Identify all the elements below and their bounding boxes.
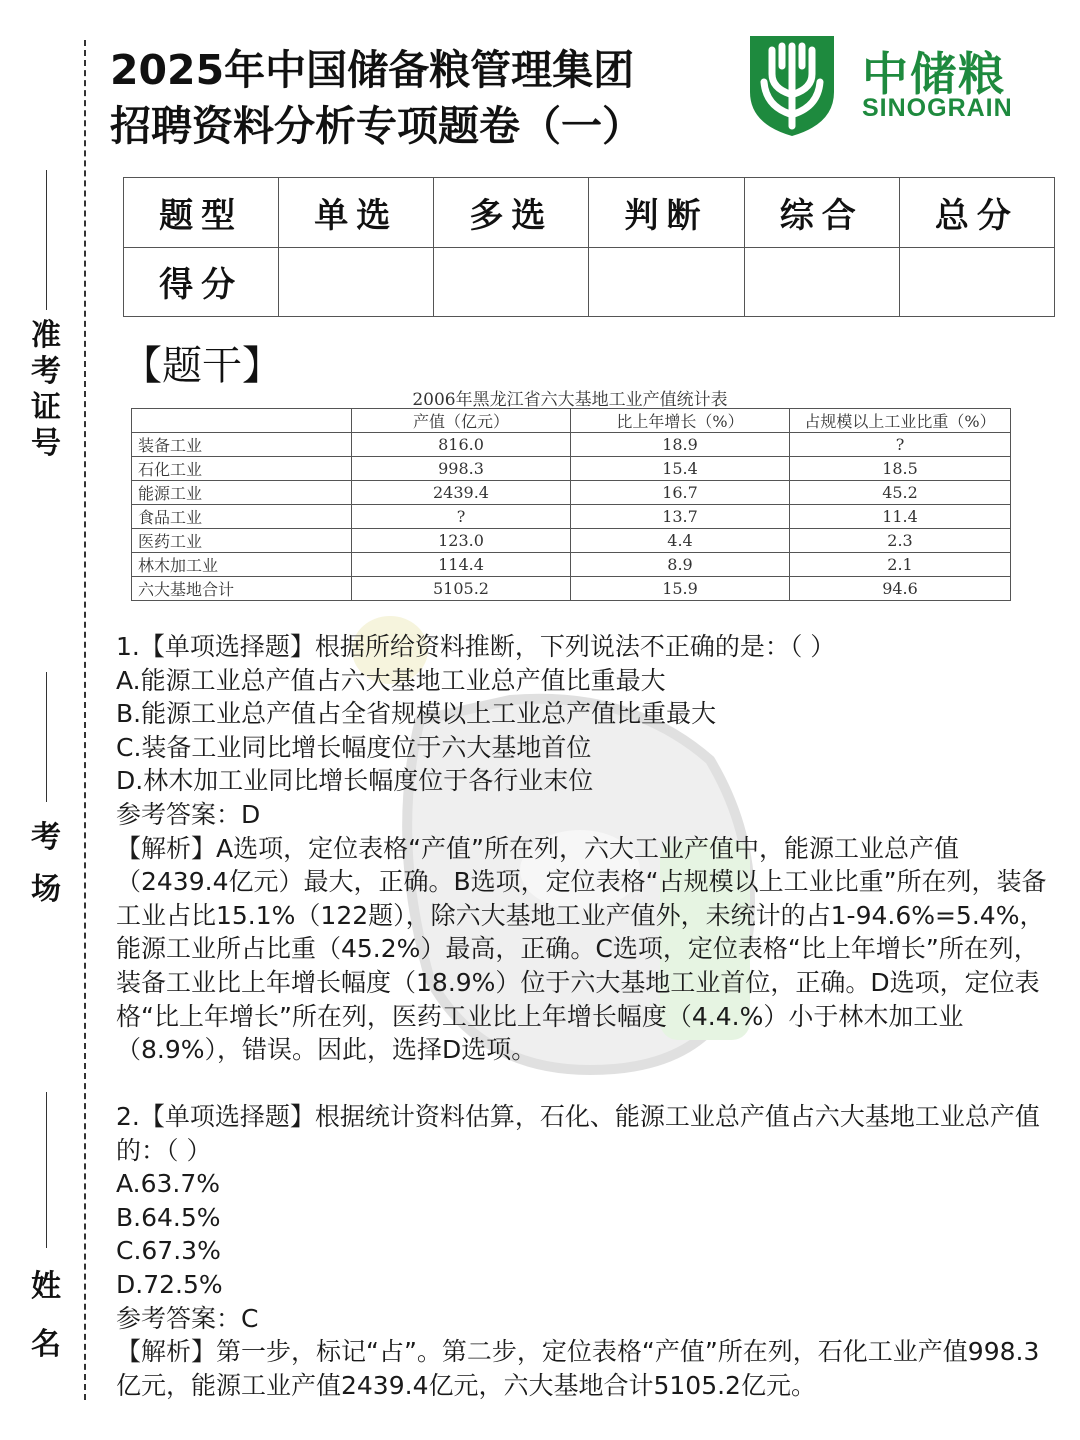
stats-header-cell: 比上年增长（%） bbox=[571, 409, 790, 433]
analysis-text: 【解析】A选项，定位表格“产值”所在列，六大工业产值中，能源工业总产值（2439.4亿元）最大，正确。B选项，定位表格“占规模以上工业比重”所在列，装备工业占比15.1%（122题），除六大基地工业产值外，未统计的占1-94.6%=5.4%，能源工业所占比重（45.2%）最高，正确。C选项，定位表格“比上年增长”所在列，装备工业比上年增长幅度（18.9%）位于六大基地工业首位，正确。D选项，定位表格“比上年增长”所在列，医药工业比上年增长幅度（4.4.%）小于林木加工业（8.9%），错误。因此，选择D选项。 bbox=[116, 833, 1047, 1065]
industry-name: 林木加工业 bbox=[132, 553, 352, 577]
table-row bbox=[132, 457, 1011, 481]
score-table-score-row bbox=[124, 247, 1055, 317]
score-table-header-row bbox=[124, 178, 1055, 248]
option-c: C.装备工业同比增长幅度位于六大基地首位 bbox=[116, 732, 592, 762]
output-value: 123.0 bbox=[352, 529, 571, 553]
score-row-label: 得分 bbox=[124, 247, 279, 317]
industry-name: 医药工业 bbox=[132, 529, 352, 553]
growth-rate: 13.7 bbox=[571, 505, 790, 529]
industry-name: 装备工业 bbox=[132, 433, 352, 457]
industry-name: 石化工业 bbox=[132, 457, 352, 481]
stats-header-cell: 产值（亿元） bbox=[352, 409, 571, 433]
output-value: ? bbox=[352, 505, 571, 529]
table-row bbox=[132, 553, 1011, 577]
industry-name: 食品工业 bbox=[132, 505, 352, 529]
reference-answer: 参考答案：C bbox=[116, 1303, 259, 1333]
score-header-cell: 总分 bbox=[899, 178, 1054, 248]
share-percent: 45.2 bbox=[790, 481, 1011, 505]
growth-rate: 18.9 bbox=[571, 433, 790, 457]
stats-table-title: 2006年黑龙江省六大基地工业产值统计表 bbox=[412, 390, 728, 410]
wheat-shield-icon bbox=[742, 32, 842, 138]
score-input-cell[interactable] bbox=[899, 247, 1054, 317]
stats-header-cell bbox=[132, 409, 352, 433]
candidate-name-label: 姓名 bbox=[31, 1269, 61, 1362]
stats-header-cell: 占规模以上工业比重（%） bbox=[790, 409, 1011, 433]
option-c: C.67.3% bbox=[116, 1236, 221, 1266]
option-a: A.63.7% bbox=[116, 1169, 221, 1199]
table-row bbox=[132, 505, 1011, 529]
score-header-cell: 判断 bbox=[589, 178, 744, 248]
growth-rate: 8.9 bbox=[571, 553, 790, 577]
analysis-text: 【解析】第一步，标记“占”。第二步，定位表格“产值”所在列，石化工业产值998.3亿元，能源工业产值2439.4亿元，六大基地合计5105.2亿元。 bbox=[116, 1337, 1040, 1400]
output-value: 998.3 bbox=[352, 457, 571, 481]
output-value: 2439.4 bbox=[352, 481, 571, 505]
exam-room-field bbox=[22, 812, 72, 916]
question-2 bbox=[116, 1100, 1061, 1402]
share-percent: 18.5 bbox=[790, 457, 1011, 481]
table-row bbox=[132, 481, 1011, 505]
industry-name: 能源工业 bbox=[132, 481, 352, 505]
score-input-cell[interactable] bbox=[589, 247, 744, 317]
option-a: A.能源工业总产值占六大基地工业总产值比重最大 bbox=[116, 665, 666, 695]
question-1 bbox=[116, 630, 1061, 1067]
share-percent: 11.4 bbox=[790, 505, 1011, 529]
score-header-cell: 综合 bbox=[744, 178, 899, 248]
stats-header-row bbox=[132, 409, 1011, 433]
share-percent: 94.6 bbox=[790, 577, 1011, 601]
logo-chinese-text: 中储粮 bbox=[862, 47, 1006, 101]
admission-number-field bbox=[22, 318, 72, 462]
option-d: D.林木加工业同比增长幅度位于各行业末位 bbox=[116, 766, 594, 796]
output-value: 816.0 bbox=[352, 433, 571, 457]
growth-rate: 16.7 bbox=[571, 481, 790, 505]
table-row bbox=[132, 529, 1011, 553]
title-line-2: 招聘资料分析专项题卷（一） bbox=[110, 102, 643, 150]
option-b: B.能源工业总产值占全省规模以上工业总产值比重最大 bbox=[116, 699, 717, 729]
growth-rate: 15.4 bbox=[571, 457, 790, 481]
option-b: B.64.5% bbox=[116, 1202, 221, 1232]
score-header-cell: 单选 bbox=[279, 178, 434, 248]
share-percent: 2.3 bbox=[790, 529, 1011, 553]
section-heading: 【题干】 bbox=[122, 343, 282, 389]
growth-rate: 15.9 bbox=[571, 577, 790, 601]
score-header-cell: 多选 bbox=[434, 178, 589, 248]
score-table bbox=[123, 177, 1055, 317]
output-value: 5105.2 bbox=[352, 577, 571, 601]
paper-title bbox=[110, 42, 710, 154]
dashed-cut-line bbox=[84, 40, 86, 1400]
score-input-cell[interactable] bbox=[279, 247, 434, 317]
admission-number-underline bbox=[46, 170, 47, 310]
question-stem: 1.【单项选择题】根据所给资料推断，下列说法不正确的是：（ ） bbox=[116, 632, 836, 661]
exam-room-label: 考场 bbox=[31, 820, 61, 907]
share-percent: ? bbox=[790, 433, 1011, 457]
share-percent: 2.1 bbox=[790, 553, 1011, 577]
candidate-name-field bbox=[22, 1258, 72, 1374]
candidate-name-underline bbox=[46, 1092, 47, 1248]
industry-name: 六大基地合计 bbox=[132, 577, 352, 601]
score-input-cell[interactable] bbox=[434, 247, 589, 317]
reference-answer: 参考答案：D bbox=[116, 799, 261, 829]
score-input-cell[interactable] bbox=[744, 247, 899, 317]
option-d: D.72.5% bbox=[116, 1269, 223, 1299]
sinograin-logo bbox=[742, 32, 1042, 142]
growth-rate: 4.4 bbox=[571, 529, 790, 553]
stats-table bbox=[131, 408, 1011, 601]
exam-room-underline bbox=[46, 672, 47, 802]
admission-number-label: 准考证号 bbox=[31, 318, 61, 461]
table-row-total bbox=[132, 577, 1011, 601]
table-row bbox=[132, 433, 1011, 457]
output-value: 114.4 bbox=[352, 553, 571, 577]
score-header-cell: 题型 bbox=[124, 178, 279, 248]
question-stem: 2.【单项选择题】根据统计资料估算，石化、能源工业总产值占六大基地工业总产值的：（ ） bbox=[116, 1102, 1040, 1165]
logo-english-text: SINOGRAIN bbox=[862, 94, 1013, 122]
title-line-1: 2025年中国储备粮管理集团 bbox=[110, 46, 635, 94]
